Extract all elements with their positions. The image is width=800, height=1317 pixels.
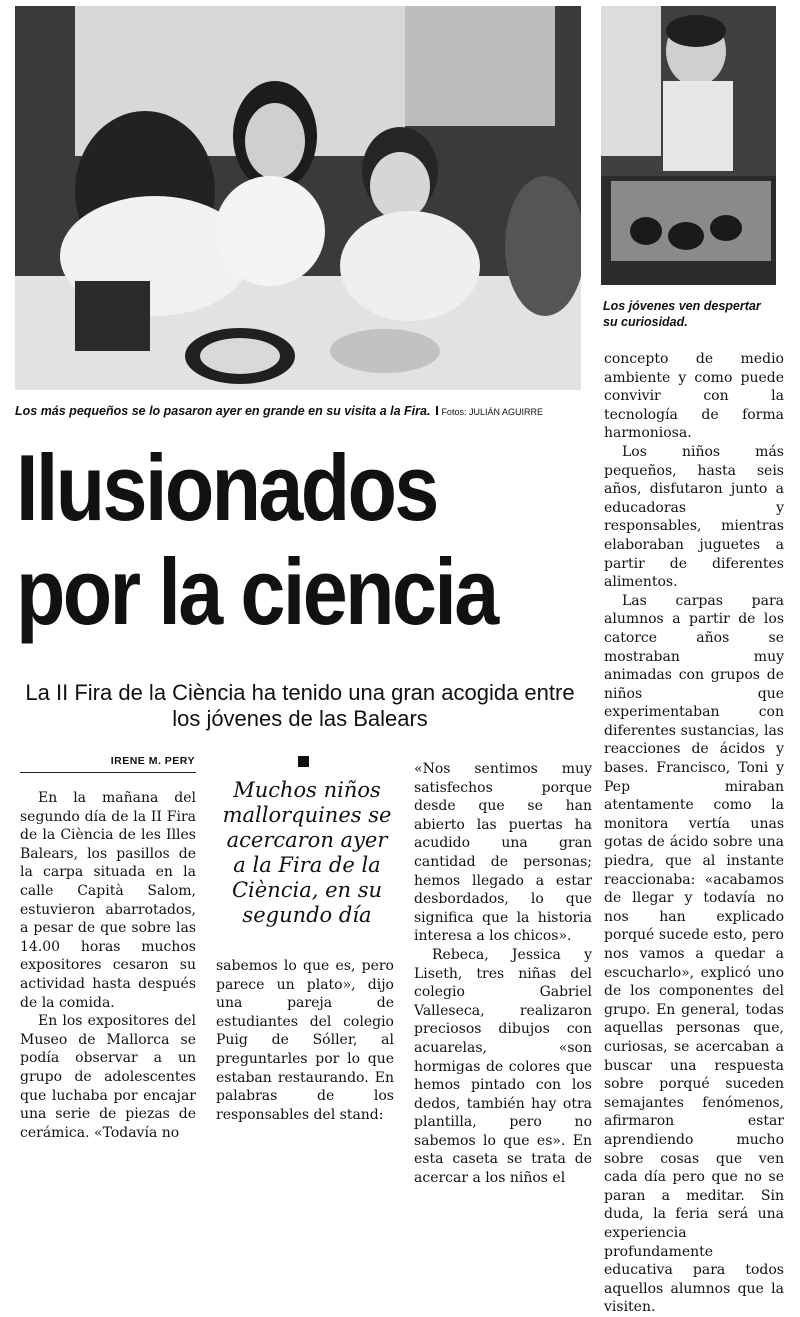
side-caption-line1: Los jóvenes ven despertar	[603, 299, 761, 313]
col3-paragraph: «Nos sentimos muy satisfechos porque desde que se han abierto las puertas ha acudido una gran cantidad de personas; hemos llegado a estar desbordados, lo que significa que la historia interesa a los chicos».	[414, 761, 592, 945]
subhead-line1: La II Fira de la Ciència ha tenido una gran acogida entre	[25, 680, 575, 705]
side-photo-caption	[603, 298, 783, 330]
col1-paragraph: En la mañana del segundo día de la II Fira de la Ciència de les Illes Balears, los pasillos de la carpa situada en la calle Capità Salom, estuvieron abarrotados, a pesar de que sobre las 14.00 horas muchos expositores cesaron su actividad hasta después de la comida.	[20, 790, 196, 1011]
article-column-4	[604, 350, 784, 1317]
byline: IRENE M. PERY	[110, 755, 195, 767]
headline-line2: por la ciencia	[16, 539, 497, 644]
side-photo	[601, 6, 776, 285]
col2-paragraph: sabemos lo que es, pero parece un plato», dijo una pareja de estudiantes del colegio Puig de Sóller, al preguntarles por lo que estaban restaurando. En palabras de los responsables del stand:	[216, 958, 394, 1123]
headline-line1: Ilusionados	[16, 435, 437, 540]
pull-quote: Muchos niños mallorquines se acercaron ayer a la Fira de la Ciència, en su segundo día	[222, 778, 392, 927]
article-column-3	[414, 760, 592, 1188]
subhead-line2: los jóvenes de las Balears	[172, 706, 428, 731]
col4-paragraph: Las carpas para alumnos a partir de los catorce años se mostraban muy animadas con grupos de niños que experimentaban con diferentes sustancias, las reacciones de ácidos y bases. Francisco, Toni y Pep miraban atentamente como la monitora vertía unas gotas de ácido sobre una piedra, que al instante reaccionaba: «acabamos de llegar y todavía no nos han explicado porqué sucede esto, pero nos vamos a quedar a escucharlo», explicó uno de los componentes del grupo. En general, todas aquellas personas que, curiosas, se acercaban a buscar una respuesta sobre porqué suceden semajantes fenómenos, afirmaron estar aprendiendo mucho sobre cosas que ven cada día pero que no se paran a meditar. Sin duda, la feria será una experiencia profundamente educativa para todos aquellos alumnos que la visiten.	[604, 592, 784, 1316]
credit-separator	[436, 406, 438, 415]
article-column-1	[20, 789, 196, 1142]
section-square	[298, 756, 309, 767]
byline-rule	[20, 772, 196, 773]
col3-paragraph: Rebeca, Jessica y Liseth, tres niñas del colegio Gabriel Valleseca, realizaron preciosos dibujos con acuarelas, «son hormigas de colores que hemos pintado con los dedos, también hay otra plantilla, pero no sabemos lo que es». En esta caseta se trata de acercar a los niños el	[414, 946, 592, 1187]
main-caption-text: Los más pequeños se lo pasaron ayer en grande en su visita a la Fira.	[15, 404, 431, 418]
main-photo	[15, 6, 581, 390]
article-column-2	[216, 957, 394, 1124]
col4-paragraph: Los niños más pequeños, hasta seis años, disfutaron junto a educadoras y responsables, mientras elaboraban juguetes a partir de diferentes alimentos.	[604, 443, 784, 591]
main-photo-caption	[15, 403, 581, 420]
col1-paragraph: En los expositores del Museo de Mallorca se podía observar a un grupo de adolescentes que luchaba por encajar una serie de piezas de cerámica. «Todavía no	[20, 1013, 196, 1141]
photo-credit: Fotos: JULIÁN AGUIRRE	[441, 407, 543, 417]
headline	[16, 436, 532, 644]
subheadline	[20, 680, 580, 732]
col4-paragraph: concepto de medio ambiente y como puede convivir con la tecnología de forma harmoniosa.	[604, 351, 784, 442]
side-caption-line2: su curiosidad.	[603, 315, 688, 329]
